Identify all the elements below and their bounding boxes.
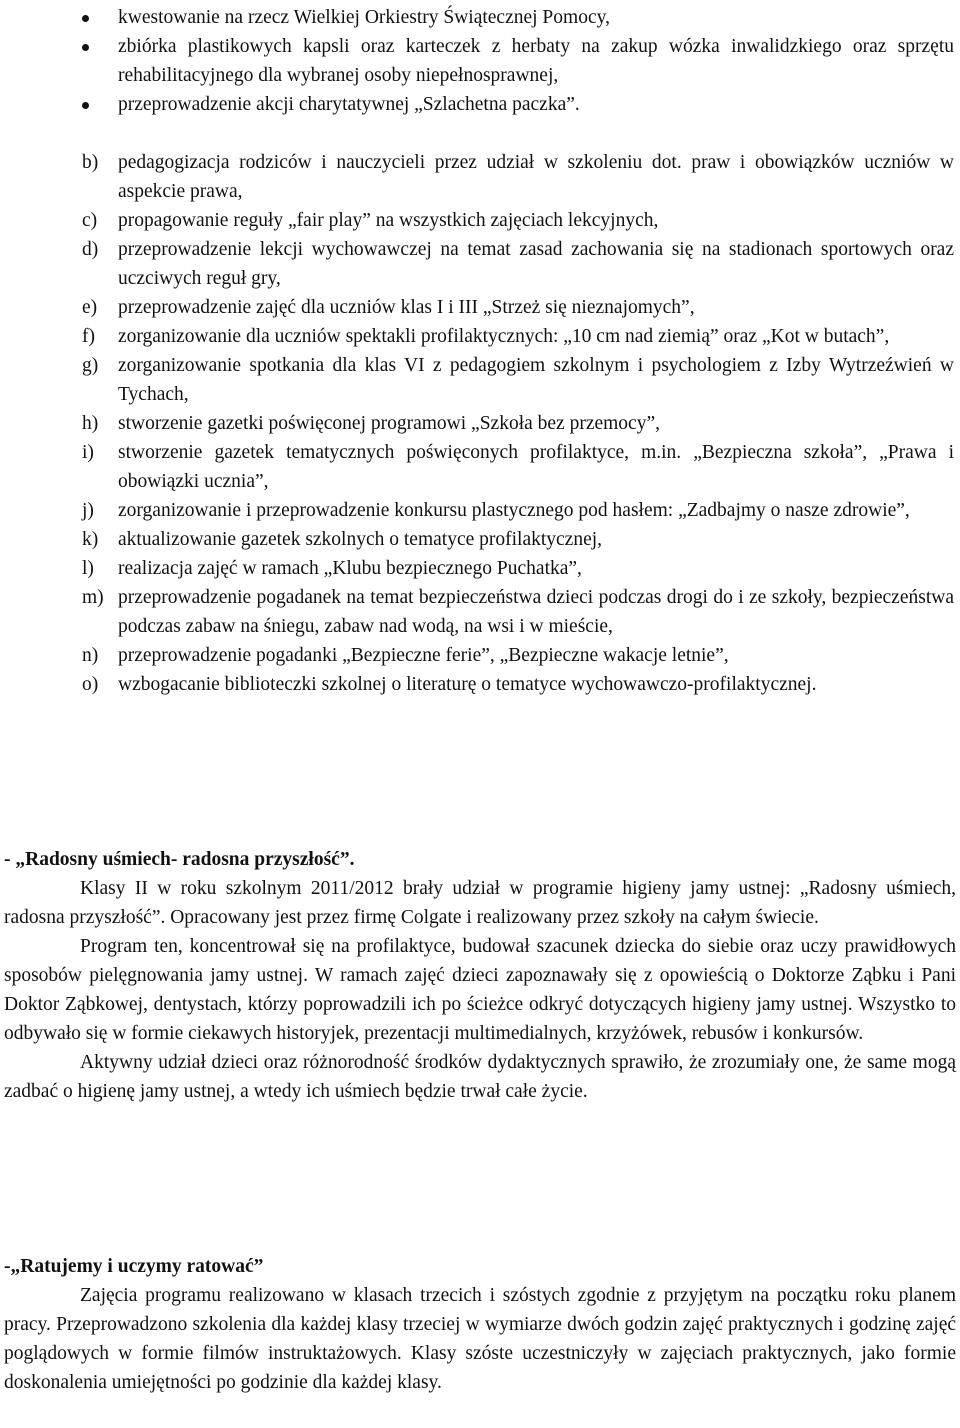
list-item-text: realizacja zajęć w ramach „Klubu bezpiecznego Puchatka”, (118, 558, 582, 579)
bullet-text: kwestowanie na rzecz Wielkiej Orkiestry Świątecznej Pomocy, (118, 7, 610, 28)
list-item-text: zorganizowanie dla uczniów spektakli profilaktycznych: „10 cm nad ziemią” oraz „Kot w butach”, (118, 326, 890, 347)
bullet-item (0, 3, 954, 32)
list-item-text: zorganizowanie spotkania dla klas VI z pedagogiem szkolnym i psychologiem z Izby Wytrzeźwień w Tychach, (118, 355, 954, 405)
list-marker: e) (82, 297, 98, 318)
section-heading-ratujemy: -„Ratujemy i uczymy ratować” (4, 1256, 264, 1277)
bullet-text: zbiórka plastikowych kapsli oraz karteczek z herbaty na zakup wózka inwalidzkiego oraz sprzętu rehabilitacyjnego dla wybranej osoby niepełnosprawnej, (118, 36, 954, 86)
list-item (0, 438, 954, 496)
list-item (0, 525, 954, 554)
list-item (0, 641, 954, 670)
list-item (0, 322, 954, 351)
list-marker: d) (82, 239, 99, 260)
list-item-text: stworzenie gazetki poświęconej programowi „Szkoła bez przemocy”, (118, 413, 660, 434)
list-marker: l) (82, 558, 94, 579)
list-item (0, 554, 954, 583)
list-item-text: przeprowadzenie zajęć dla uczniów klas I i III „Strzeż się nieznajomych”, (118, 297, 695, 318)
list-item-text: zorganizowanie i przeprowadzenie konkursu plastycznego pod hasłem: „Zadbajmy o nasze zdrowie”, (118, 500, 910, 521)
list-item (0, 235, 954, 293)
list-item-text: przeprowadzenie lekcji wychowawczej na temat zasad zachowania się na stadionach sportowych oraz uczciwych reguł gry, (118, 239, 954, 289)
list-item (0, 206, 954, 235)
list-marker: i) (82, 442, 94, 463)
list-marker: j) (82, 500, 94, 521)
bullet-item (0, 90, 954, 119)
list-item-text: stworzenie gazetek tematycznych poświęconych profilaktyce, m.in. „Bezpieczna szkoła”, „Prawa i obowiązki ucznia”, (118, 442, 954, 492)
list-item (0, 496, 954, 525)
list-marker: h) (82, 413, 99, 434)
paragraph: Program ten, koncentrował się na profilaktyce, budował szacunek dziecka do siebie oraz uczy prawidłowych sposobów pielęgnowania jamy ustnej. W ramach zajęć dzieci zapoznawały się z opowieścią o Doktorze Ząbku i Pani Doktor Ząbkowej, dentystach, którzy poprowadzili ich po ścieżce odkryć dotyczących higieny jamy ustnej. Wszystko to odbywało się w formie ciekawych historyjek, prezentacji multimedialnych, krzyżówek, rebusów i konkursów. (4, 936, 956, 1044)
list-item-text: wzbogacanie biblioteczki szkolnej o literaturę o tematyce wychowawczo-profilaktycznej. (118, 674, 817, 695)
list-marker: m) (82, 587, 104, 608)
list-item-text: aktualizowanie gazetek szkolnych o tematyce profilaktycznej, (118, 529, 603, 550)
section-body-radosny-usmiech (4, 874, 956, 1106)
lettered-list (0, 148, 960, 699)
paragraph: Aktywny udział dzieci oraz różnorodność środków dydaktycznych sprawiło, że zrozumiały one, że same mogą zadbać o higienę jamy ustnej, a wtedy ich uśmiech będzie trwał całe życie. (4, 1052, 956, 1102)
list-item (0, 148, 954, 206)
list-item (0, 409, 954, 438)
list-item-text: przeprowadzenie pogadanek na temat bezpieczeństwa dzieci podczas drogi do i ze szkoły, bezpieczeństwa podczas zabaw na śniegu, zabaw nad wodą, na wsi i w mieście, (118, 587, 954, 637)
section-body-ratujemy (4, 1281, 956, 1397)
list-item (0, 670, 954, 699)
list-marker: o) (82, 674, 99, 695)
list-marker: k) (82, 529, 99, 550)
list-marker: n) (82, 645, 99, 666)
bullet-dot-icon (82, 44, 89, 51)
list-marker: c) (82, 210, 98, 231)
paragraph: Klasy II w roku szkolnym 2011/2012 brały udział w programie higieny jamy ustnej: „Radosny uśmiech, radosna przyszłość”. Opracowany jest przez firmę Colgate i realizowany przez szkoły na całym świecie. (4, 878, 956, 928)
bullet-dot-icon (82, 15, 89, 22)
list-item-text: przeprowadzenie pogadanki „Bezpieczne ferie”, „Bezpieczne wakacje letnie”, (118, 645, 729, 666)
list-marker: g) (82, 355, 99, 376)
list-item-text: propagowanie reguły „fair play” na wszystkich zajęciach lekcyjnych, (118, 210, 659, 231)
bullet-item (0, 32, 954, 90)
bullet-list (0, 3, 960, 119)
section-heading-radosny-usmiech: - „Radosny uśmiech- radosna przyszłość”. (4, 849, 355, 870)
bullet-text: przeprowadzenie akcji charytatywnej „Szlachetna paczka”. (118, 94, 580, 115)
list-item (0, 293, 954, 322)
list-item-text: pedagogizacja rodziców i nauczycieli przez udział w szkoleniu dot. praw i obowiązków uczniów w aspekcie prawa, (118, 152, 954, 202)
paragraph: Zajęcia programu realizowano w klasach trzecich i szóstych zgodnie z przyjętym na początku roku planem pracy. Przeprowadzono szkolenia dla każdej klasy trzeciej w wymiarze dwóch godzin zajęć praktycznych i godzinę zajęć poglądowych w formie filmów instruktażowych. Klasy szóste uczestniczyły w zajęciach praktycznych, jako formie doskonalenia umiejętności po godzinie dla każdej klasy. (4, 1285, 956, 1393)
bullet-dot-icon (82, 102, 89, 109)
list-item (0, 351, 954, 409)
list-item (0, 583, 954, 641)
list-marker: b) (82, 152, 99, 173)
list-marker: f) (82, 326, 95, 347)
